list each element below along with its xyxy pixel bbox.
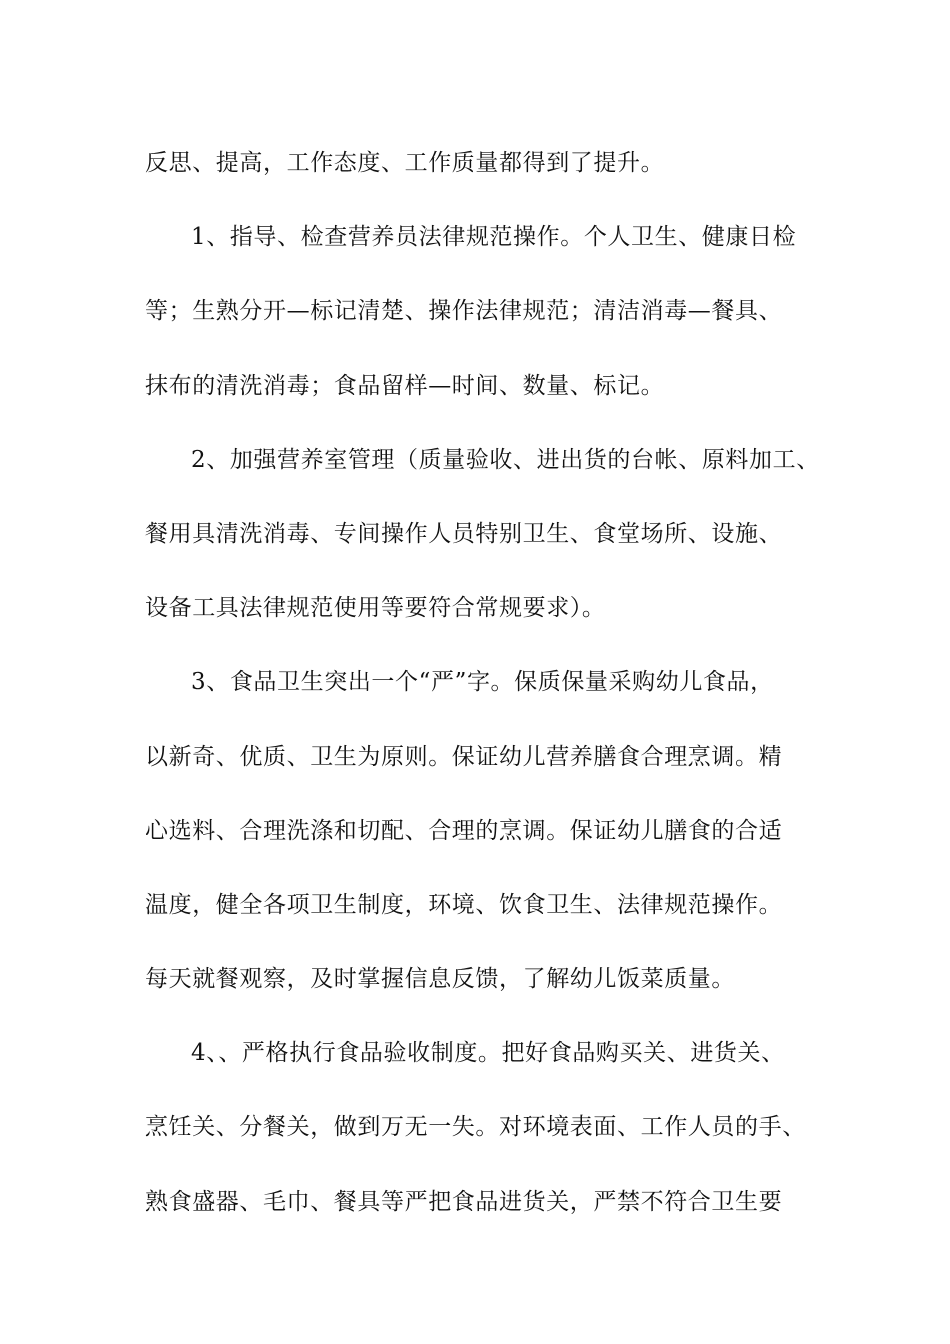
paragraph-4 <box>145 1016 835 1239</box>
text-line: 以新奇、优质、卫生为原则。保证幼儿营养膳食合理烹调。精 <box>145 743 783 770</box>
text-line: 熟食盛器、毛巾、餐具等严把食品进货关，严禁不符合卫生要 <box>145 1188 783 1215</box>
paragraph-1 <box>145 200 835 423</box>
text-line: 烹饪关、分餐关，做到万无一失。对环境表面、工作人员的手、 <box>145 1114 806 1141</box>
text-line: 等；生熟分开—标记清楚、操作法律规范；清洁消毒—餐具、 <box>145 298 783 325</box>
text-line: 1、指导、检查营养员法律规范操作。个人卫生、健康日检 <box>191 224 797 251</box>
text-line: 2、加强营养室管理（质量验收、进出货的台帐、原料加工、 <box>191 446 820 473</box>
text-line: 心选料、合理洗涤和切配、合理的烹调。保证幼儿膳食的合适 <box>145 817 783 844</box>
paragraph-2 <box>145 423 835 646</box>
paragraph-3 <box>145 645 835 1016</box>
text-line: 抹布的清洗消毒；食品留样—时间、数量、标记。 <box>145 372 665 399</box>
document-body <box>145 126 835 1239</box>
text-line: 3、食品卫生突出一个“严”字。保质保量采购幼儿食品， <box>191 669 774 696</box>
text-line: 每天就餐观察，及时掌握信息反馈，了解幼儿饭菜质量。 <box>145 966 735 993</box>
text-line: 4、、严格执行食品验收制度。把好食品购买关、进货关、 <box>191 1040 785 1067</box>
text-line: 设备工具法律规范使用等要符合常规要求）。 <box>145 595 606 622</box>
text-line: 温度，健全各项卫生制度，环境、饮食卫生、法律规范操作。 <box>145 891 783 918</box>
text-line: 反思、提高，工作态度、工作质量都得到了提升。 <box>145 150 665 176</box>
text-line: 餐用具清洗消毒、专间操作人员特别卫生、食堂场所、设施、 <box>145 520 783 547</box>
paragraph-intro <box>145 126 835 200</box>
